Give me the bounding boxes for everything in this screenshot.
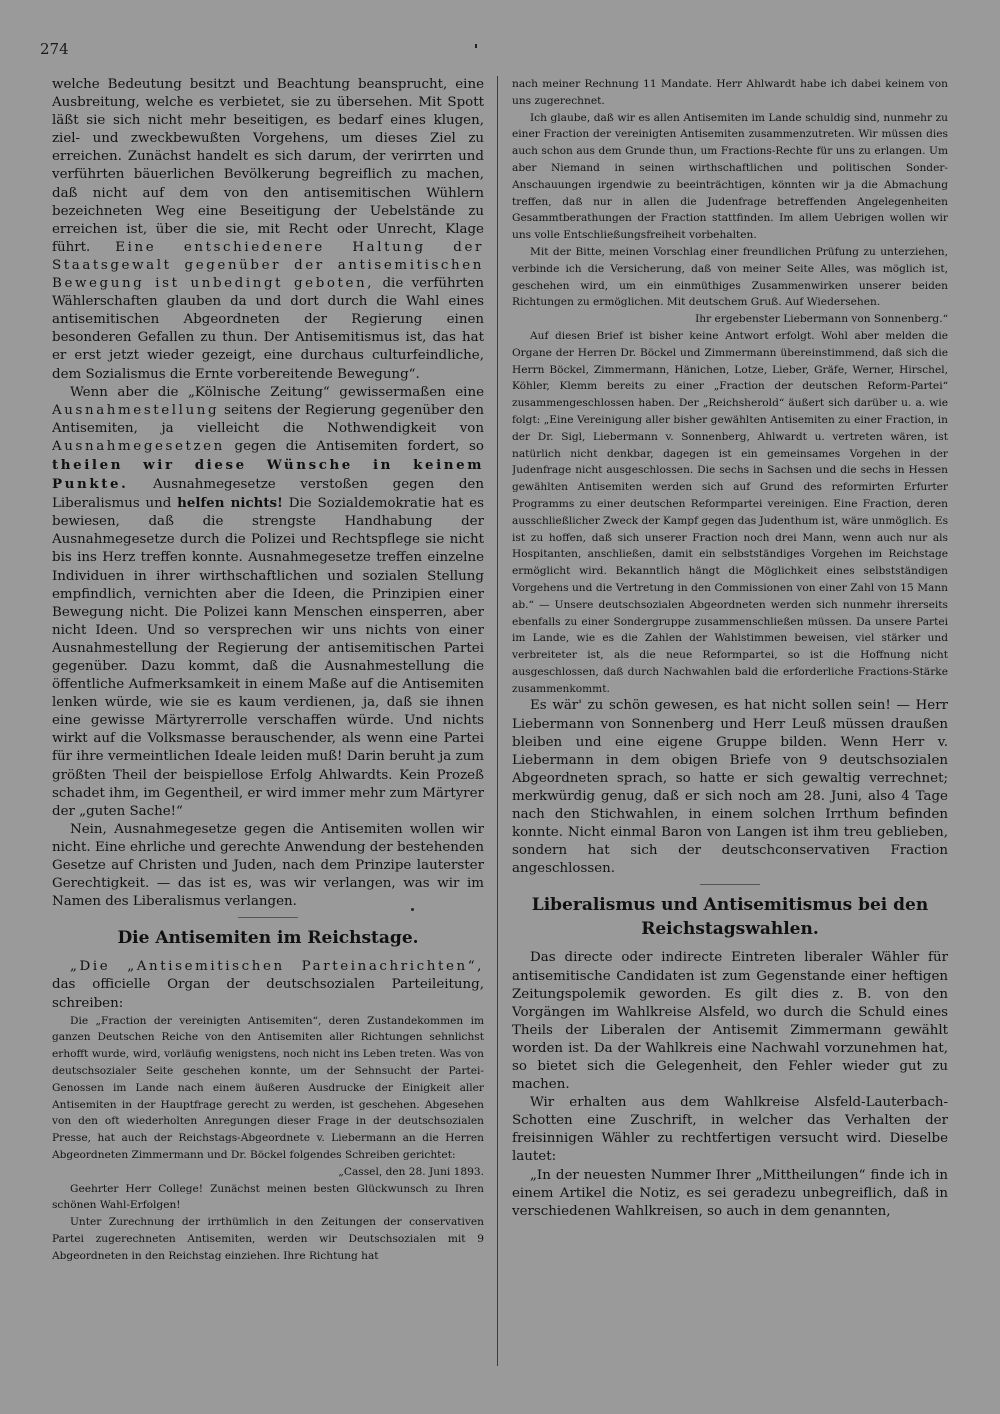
quoted-paragraph: Unter Zurechnung der irrthümlich in den Zeitungen der conservativen Partei zugerechneten Antisemiten, werden wir Deutschsozialen mit 9 Abgeordneten in den Reichstag einziehen. Ihre Richtung hat [52,1216,484,1262]
article-paragraph [52,958,484,1012]
section-heading: Die Antisemiten im Reichstage. [117,928,419,949]
section-separator [238,917,298,918]
section-separator [700,884,760,885]
article-paragraph: Wir erhalten aus dem Wahlkreise Alsfeld-Lauterbach-Schotten eine Zuschrift, in welcher das Verhalten der freisinnigen Wähler zu rechtfertigen versucht wird. Dieselbe lautet: [512,1095,948,1165]
print-speck [475,44,477,48]
text-run: Ausnahmegesetze verstoßen gegen den Liberalismus und [52,477,484,512]
letter-dateline: „Cassel, den 28. Juni 1893. [338,1165,484,1178]
text-run: die verführten Wählerschaften glauben da und dort durch die Wahl eines antisemitischen Abgeordneten der Regierung einen besonderen Gefallen zu thun. Der Antisemitismus ist, das hat er erst jetzt wieder gezeigt, eine durchaus culturfeindliche, dem Sozialismus die Ernte vorbereitende Bewegung“. [52,276,484,382]
text-run: das officielle Organ der deutschsozialen Parteileitung, schreiben: [52,977,484,1011]
spaced-emphasis: Ausnahmegesetzen [52,438,225,454]
spaced-emphasis: theilen wir diese Wünsche in keinem Punkte. [52,456,484,493]
print-speck [411,908,414,911]
article-paragraph [52,76,484,384]
letter-signature: Ihr ergebenster Liebermann von Sonnenberg.“ [695,313,948,326]
article-paragraph: Das directe oder indirecte Eintreten liberaler Wähler für antisemitische Candidaten ist zum Gegenstande einer heftigen Zeitungspolemik geworden. Es gilt dies z. B. von den Vorgängen im Wahlkreise Alsfeld, wo durch die Schuld eines Theils der Liberalen der Antisemit Zimmermann gewählt worden ist. Da der Wahlkreis eine Nachwahl vorzunehmen hat, so bietet sich die Gelegenheit, den Fehler wieder gut zu machen. [512,950,948,1093]
article-paragraph: Nein, Ausnahmegesetze gegen die Antisemiten wollen wir nicht. Eine ehrliche und gerechte Anwendung der bestehenden Gesetze auf Christen und Juden, nach dem Prinzipe lauterster Gerechtigkeit. — das ist es, was wir verlangen, was wir im Namen des Liberalismus verlangen. [52,821,484,910]
article-paragraph: Es wär' zu schön gewesen, es hat nicht sollen sein! — Herr Liebermann von Sonnenberg und Herr Leuß müssen draußen bleiben und eine eigene Gruppe bilden. Wenn Herr v. Liebermann in dem obigen Briefe von 9 deutschsozialen Abgeordneten sprach, so hatte er sich gewaltig verrechnet; merkwürdig genug, daß er sich noch am 28. Juni, also 4 Tage nach den Stichwahlen, in einem solchen Irrthum befinden konnte. Nicht einmal Baron von Langen ist ihm treu geblieben, sondern hat sich der deutschconservativen Fraction angeschlossen. [512,698,948,877]
page-number: 274 [40,40,69,58]
bold-emphasis: helfen nichts! [177,495,283,512]
quoted-paragraph: Auf diesen Brief ist bisher keine Antwort erfolgt. Wohl aber melden die Organe der Herren Dr. Böckel und Zimmermann übereinstimmend, daß sich die Herrn Böckel, Zimmermann, Hänichen, Lotze, Lieber, Gräfe, Werner, Hirschel, Köhler, Klemm bereits zu einer „Fraction der deutschen Reform-Partei“ zusammengeschlossen haben. Der „Reichsherold“ äußert sich darüber u. a. wie folgt: „Eine Vereinigung aller bisher gewählten Antisemiten zu einer Fraction, in der Dr. Sigl, Liebermann v. Sonnenberg, Ahlwardt u. vertreten wären, ist natürlich nicht denkbar, dagegen ist ein gemeinsames Vorgehen in der Judenfrage nicht ausgeschlossen. Die sechs in Sachsen und die sechs in Hessen gewählten Antisemiten werden sich auf Grund des reformirten Erfurter Programms zu einer deutschen Reformpartei vereinigen. Eine Fraction, deren ausschließlicher Zweck der Kampf gegen das Judenthum ist, wäre unmöglich. Es ist zu hoffen, daß sich unserer Fraction noch drei Mann, wenn auch nur als Hospitanten, anschließen, damit ein selbstständiges Vorgehen im Reichstage ermöglicht wird. Bekanntlich hängt die Möglichkeit eines selbstständigen Vorgehens und die Vertretung in den Commissionen von einer Zahl von 15 Mann ab.“ — Unsere deutschsozialen Abgeordneten werden sich nunmehr ihrerseits ebenfalls zu einer Sondergruppe zusammenschließen müssen. Da unsere Partei im Lande, wie es die Zahlen der Wahlstimmen beweisen, viel stärker und verbreiteter ist, als die neue Reformpartei, so ist die Hoffnung nicht ausgeschlossen, daß durch Nachwahlen bald die erforderliche Fractions-Stärke zusammenkommt. [512,329,948,695]
quoted-paragraph: Ich glaube, daß wir es allen Antisemiten im Lande schuldig sind, nunmehr zu einer Fraction der vereinigten Antisemiten zusammenzutreten. Wir müssen dies auch schon aus dem Grunde thun, um Fractions-Rechte für uns zu erlangen. Um aber Niemand in seinen wirthschaftlichen und politischen Sonder-Anschauungen irgendwie zu beeinträchtigen, könnten wir ja die Abmachung treffen, daß nur in allen die Judenfrage betreffenden Angelegenheiten Gesammtberathungen der Fraction stattfinden. Im allem Uebrigen wollen wir uns volle Entschließungsfreiheit vorbehalten. [512,111,948,242]
text-run: Wenn aber die „Kölnische Zeitung“ gewissermaßen eine [70,384,484,400]
text-run: seitens der Regierung gegenüber den Antisemiten, ja vielleicht die Nothwendigkeit von [52,402,484,436]
spaced-emphasis: „Die „Antisemitischen Parteinachrichten“, [70,959,484,975]
text-run: Die Sozialdemokratie hat es bewiesen, daß die strengste Handhabung der Ausnahmegesetze durch die Polizei und Rechtspflege sie nicht bis ins Herz treffen konnte. Ausnahmegesetze treffen einzelne Individuen in ihrer wirthschaftlichen und sozialen Stellung empfindlich, vernichten aber die Ideen, die Prinzipien einer Bewegung nicht. Die Polizei kann Menschen einsperren, aber nicht Ideen. Und so versprechen wir uns nichts von einer Ausnahmestellung der Regierung der antisemitischen Partei gegenüber. Dazu kommt, daß die Ausnahmestellung die öffentliche Aufmerksamkeit in einem Maße auf die Antisemiten lenken würde, wie sie es kaum verdienen, ja, daß sie ihnen eine gewisse Märtyrerrolle verschaffen würde. Und nichts wirkt auf die Volksmasse berauschender, als wenn eine Partei für ihre vermeintlichen Ideale leiden muß! Darin beruht ja zum größten Theil der beispiellose Erfolg Ahlwardts. Kein Prozeß schadet ihm, im Gegentheil, er wird immer mehr zum Märtyrer der „guten Sache!“ [52,496,484,819]
text-run: gegen die Antisemiten fordert, so [234,438,484,454]
section-heading: Liberalismus und Antisemitismus bei den Reichstagswahlen. [531,895,929,940]
spaced-emphasis: Ausnahmestellung [52,402,220,418]
quoted-paragraph: Die „Fraction der vereinigten Antisemiten“, deren Zustandekommen im ganzen Deutschen Reiche von den Antisemiten aller Richtungen sehnlichst erhofft wurde, wird, vorläufig wenigstens, noch nicht ins Leben treten. Was von deutschsozialer Seite geschehen konnte, um der Sehnsucht der Partei-Genossen im Lande nach einem äußeren Ausdrucke der Einigkeit aller Antisemiten in der Hauptfrage gerecht zu werden, ist geschehen. Abgesehen von den oft wiederholten Anregungen dieser Frage in der deutschsozialen Presse, hat auch der Reichstags-Abgeordnete v. Liebermann an die Herren Abgeordneten Zimmermann und Dr. Böckel folgendes Schreiben gerichtet: [52,1014,484,1161]
article-paragraph: „In der neuesten Nummer Ihrer „Mittheilungen“ finde ich in einem Artikel die Notiz, es sei geradezu unbegreiflich, daß in verschiedenen Wahlkreisen, so auch in dem genannten, [512,1167,948,1219]
right-column [512,76,948,1394]
left-column [52,76,484,1394]
article-paragraph [52,384,484,821]
text-run: welche Bedeutung besitzt und Beachtung beansprucht, eine Ausbreitung, welche es verbietet, sie zu übersehen. Mit Spott läßt sie sich nicht mehr beseitigen, es bedarf eines klugen, ziel- und zweckbewußten Vorgehens, um dieses Ziel zu erreichen. Zunächst handelt es sich darum, der verirrten und verführten bäuerlichen Bevölkerung begreiflich zu machen, daß nicht auf dem von den antisemitischen Wühlern bezeichneten Weg eine Beseitigung der Uebelstände zu erreichen ist, über die sie, mit Recht oder Unrecht, Klage führt. [52,77,484,255]
quoted-paragraph: Mit der Bitte, meinen Vorschlag einer freundlichen Prüfung zu unterziehen, verbinde ich die Versicherung, daß von meiner Seite Alles, was möglich ist, geschehen wird, um ein einmüthiges Zusammenwirken unserer beiden Richtungen zu ermöglichen. Mit deutschem Gruß. Auf Wiedersehen. [512,245,948,309]
column-rule [497,76,498,1366]
quoted-paragraph: nach meiner Rechnung 11 Mandate. Herr Ahlwardt habe ich dabei keinem von uns zugerechnet. [512,78,948,107]
spaced-emphasis: Eine entschiedenere Haltung der Staatsgewalt gegenüber der antisemitischen Bewegung ist unbedingt geboten, [52,239,484,292]
quoted-paragraph: Geehrter Herr College! Zunächst meinen besten Glückwunsch zu Ihren schönen Wahl-Erfolgen! [52,1182,484,1212]
